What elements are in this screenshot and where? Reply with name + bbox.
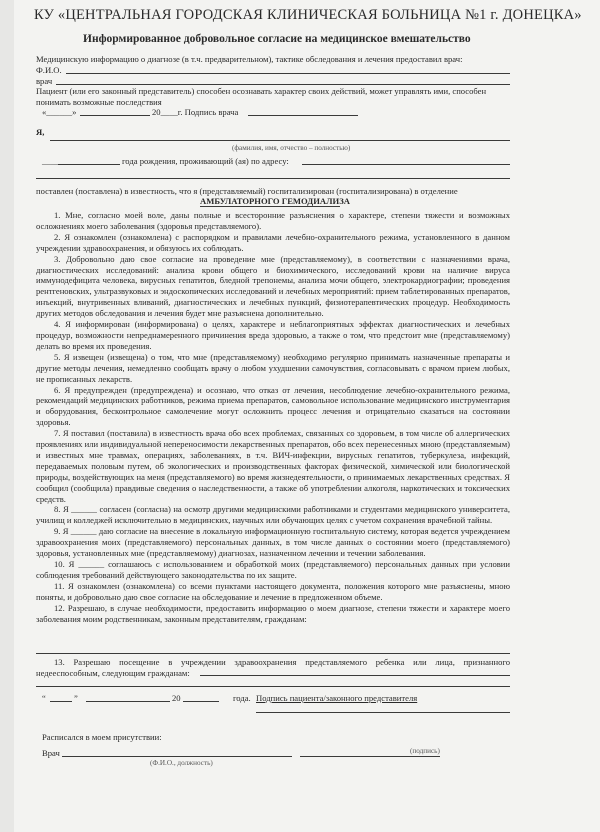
- footer-doctor-field[interactable]: [62, 756, 292, 757]
- patient-capacity-line: Пациент (или его законный представитель) способен осознавать характер своих действий, может управлять ими, способен: [36, 86, 487, 96]
- paragraph-5: 5. Я извещен (извещена) о том, что мне (представляемому) необходимо регулярно принимать назначенные препараты и другие методы лечения, немедленно сообщать врачу о любом ухудшении самочувствия, согласовывать с врачом прием любых, не прописанных лекарств.: [36, 351, 510, 384]
- document-title: Информированное добровольное согласие на медицинское вмешательство: [83, 33, 471, 45]
- consent-paragraphs: [36, 210, 510, 624]
- date-month-field[interactable]: [80, 115, 150, 116]
- patient-capacity-line-2: понимать возможные последствия: [36, 97, 162, 107]
- document-header: КУ «ЦЕНТРАЛЬНАЯ ГОРОДСКАЯ КЛИНИЧЕСКАЯ БОЛЬНИЦА №1 г. ДОНЕЦКА»: [34, 7, 582, 23]
- paragraph-7: 7. Я поставил (поставила) в известность врача обо всех проблемах, связанных со здоровьем, в том числе об аллергических проявлениях или индивидуальной непереносимости лекарственных препаратов, обо всех перенесенных мною (представляемым) и известных мне травмах, операциях, заболеваниях, в т.ч. ВИЧ-инфекции, вирусных гепатитов, туберкулеза, инфекций, передаваемых половым путем, об экологических и производственных факторах физической, химической или биологической природы, воздействующих на меня (представляемого) во время жизнедеятельности, о принимаемых лекарственных средствах. Я сообщил (сообщила) правдивые сведения о наследственности, а также об употреблении алкоголя, наркотических и токсических средств.: [36, 428, 510, 504]
- birth-year-field[interactable]: [58, 164, 120, 165]
- visitors-field[interactable]: [200, 675, 510, 676]
- sign-year: 20: [172, 693, 181, 703]
- signature-caption: (подпись): [410, 747, 440, 755]
- sign-quote-close: ”: [74, 693, 78, 703]
- relatives-field[interactable]: [36, 653, 510, 654]
- paragraph-4: 4. Я информирован (информирована) о целях, характере и неблагоприятных эффектах диагностических и лечебных процедур, возможности непреднамеренного причинения вреда здоровью, а также о том, что предстоит мне (представляемому) делать во время их проведения.: [36, 319, 510, 351]
- footer-doctor-label: Врач: [42, 748, 60, 758]
- sign-year-suffix: года.: [233, 693, 251, 703]
- fio-field[interactable]: [66, 73, 510, 74]
- paragraph-12: 12. Разрешаю, в случае необходимости, предоставить информацию о моем диагнозе, степени тяжести и характере моего заболевания моим родственникам, законным представителям, гражданам:: [36, 602, 510, 624]
- sign-quote-open: “: [42, 693, 46, 703]
- birth-day-field[interactable]: _____: [42, 156, 64, 166]
- doctor-label: врач: [36, 76, 53, 86]
- paragraph-6: 6. Я предупрежден (предупреждена) и осознаю, что отказ от лечения, несоблюдение лечебно-охранительного режима, рекомендаций медицинских работников, режима приема препаратов, самовольное использование медицинского инструментария и оборудования, бесконтрольное самолечение могут осложнить процесс лечения и отрицательно сказаться на состоянии здоровья.: [36, 384, 510, 428]
- patient-fio-field[interactable]: [50, 140, 510, 141]
- fio-label: Ф.И.О.: [36, 65, 62, 75]
- address-field-2[interactable]: [36, 178, 510, 179]
- visitors-field-2[interactable]: [36, 686, 510, 687]
- paragraph-3: 3. Добровольно даю свое согласие на проведение мне (представляемому), в соответствии с назначениями врача, диагностических исследований: анализа крови общего и биохимического, исследований крови на наличие вируса иммунодефицита человека, вирусных гепатитов, бледной трепонемы, анализа мочи общего, электрокардиографии; проведения рентгеновских, ультразвуковых и эндоскопических исследований и лечебных мероприятий: прием таблетированных препаратов, инъекций, внутривенных вливаний, диагностических и лечебных пункций, физиотерапевтических процедур. Необходимость других методов обследования и лечения будет мне разъяснена дополнительно.: [36, 253, 510, 319]
- doctor-field[interactable]: [56, 84, 510, 85]
- paragraph-11: 11. Я ознакомлен (ознакомлена) со всеми пунктами настоящего документа, положения которого мне разъяснены, мною поняты, и добровольно даю свое согласие на обследование и лечение в предложенном объеме.: [36, 580, 510, 602]
- paragraph-2: 2. Я ознакомлен (ознакомлена) с распорядком и правилами лечебно-охранительного режима, установленного в данном учреждении здравоохранения, и обязуюсь их соблюдать.: [36, 231, 510, 253]
- fio-caption: (фамилия, имя, отчество – полностью): [232, 144, 351, 152]
- scan-shadow: [0, 0, 14, 832]
- date-year-doctor-sign: 20____г. Подпись врача: [152, 107, 239, 117]
- patient-signature-field[interactable]: [256, 712, 510, 713]
- hospitalized-line: поставлен (поставлена) в известность, что я (представляемый) госпитализирован (госпитализирована) в отделение: [36, 186, 458, 196]
- paragraph-13: 13. Разрешаю посещение в учреждении здравоохранения представляемого ребенка или лица, признанного недееспособным, следующим гражданам:: [36, 657, 510, 678]
- department-name: АМБУЛАТОРНОГО ГЕМОДИАЛИЗА: [200, 196, 350, 206]
- doctor-signature-field[interactable]: [248, 115, 358, 116]
- birth-address-label: года рождения, проживающий (ая) по адресу:: [122, 156, 289, 166]
- department-underline: [200, 206, 340, 207]
- fio-position-caption: (Ф.И.О., должность): [150, 759, 213, 767]
- paragraph-10: 10. Я ______ соглашаюсь с использованием и обработкой моих (представляемого) персональных данных при условии соблюдения требований действующего законодательства по их защите.: [36, 559, 510, 580]
- ya-label: Я,: [36, 127, 45, 137]
- intro-line: Медицинскую информацию о диагнозе (в т.ч. предварительном), тактике обследования и лечения предоставил врач:: [36, 54, 463, 64]
- paragraph-9: 9. Я ______ даю согласие на внесение в локальную информационную госпитальную систему, которая ведется учреждением здравоохранения моих (представляемого) персональных данных, в том числе данных о состоянии моего (представляемого) здоровья, установленных мне (представляемому) диагнозах, назначенном лечении и течении заболевания.: [36, 526, 510, 559]
- footer-signature-field[interactable]: [300, 756, 440, 757]
- sign-month-field[interactable]: [86, 701, 170, 702]
- sign-day-field[interactable]: [50, 701, 72, 702]
- paragraph-1: 1. Мне, согласно моей воле, даны полные и всесторонние разъяснения о характере, степени тяжести и возможных осложнениях моего заболевания (здоровья представляемого).: [36, 210, 510, 231]
- date-day[interactable]: «______»: [42, 107, 77, 117]
- patient-signature-label: Подпись пациента/законного представителя: [256, 693, 418, 703]
- paragraph-8: 8. Я ______ согласен (согласна) на осмотр другими медицинскими работниками и студентами медицинского университета, училищ и колледжей исключительно в медицинских, научных или обучающих целях с учетом сохранения врачебной тайны.: [36, 504, 510, 526]
- witness-label: Расписался в моем присутствии:: [42, 732, 162, 742]
- sign-year-field[interactable]: [183, 701, 219, 702]
- address-field[interactable]: [302, 164, 510, 165]
